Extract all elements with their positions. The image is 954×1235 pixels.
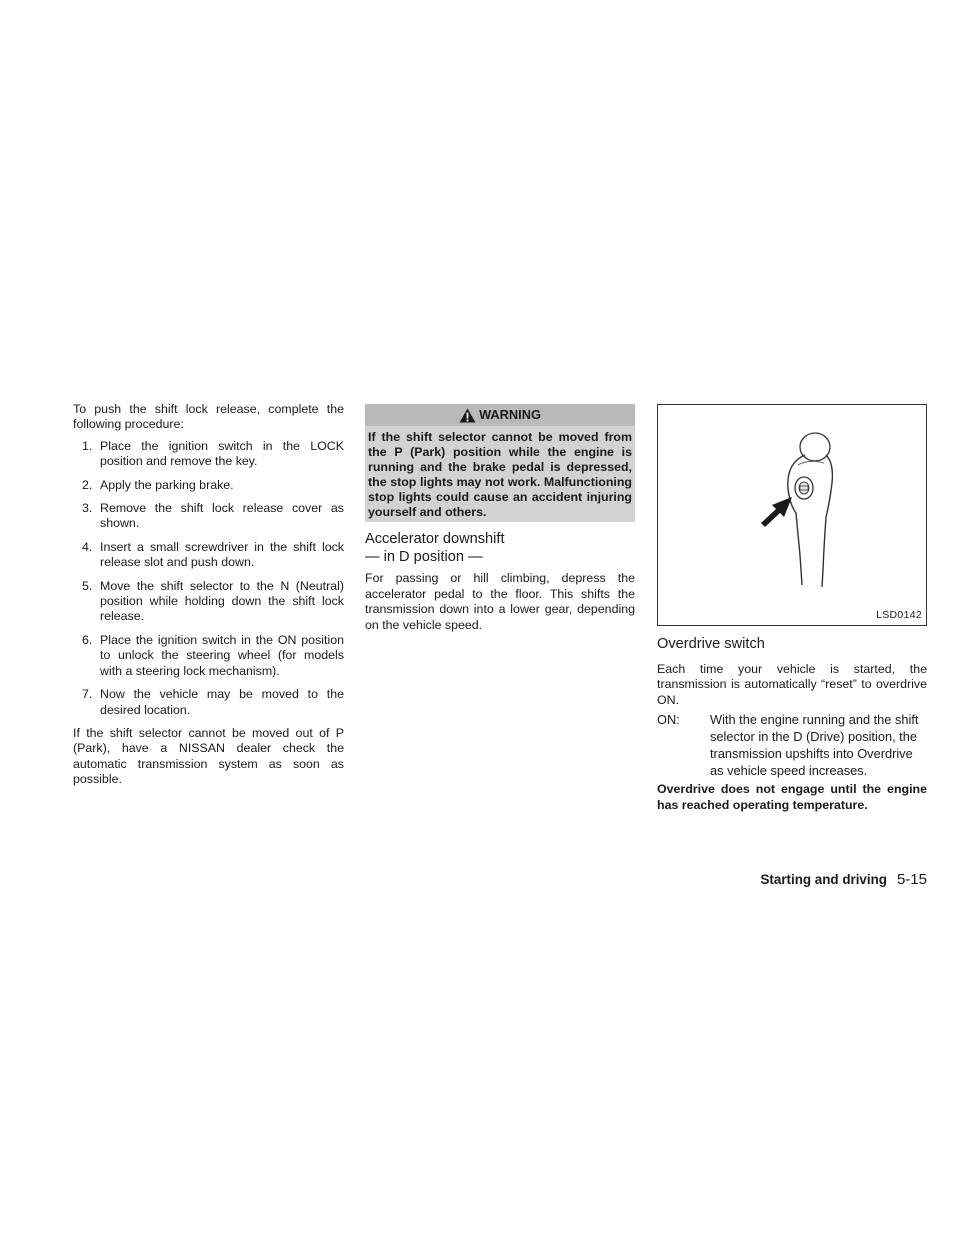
step-text: Place the ignition switch in the ON position to unlock the steering wheel (for models with a steering lock mechanism). — [100, 632, 344, 678]
shift-knob-illustration — [658, 405, 926, 625]
warning-text: If the shift selector cannot be moved from the P (Park) position while the engine is running and the brake pedal is depressed, the stop lights may not work. Malfunctioning stop lights could cause an accident injuring yourself and others. — [368, 430, 632, 519]
warning-box — [365, 404, 635, 522]
intro-paragraph: To push the shift lock release, complete the following procedure: — [73, 402, 344, 432]
step-text: Apply the parking brake. — [100, 477, 234, 492]
heading-line-1: Accelerator downshift — [365, 531, 505, 548]
on-text: With the engine running and the shift selector in the D (Drive) position, the transmission upshifts into Overdrive as vehicle speed increases. — [710, 712, 919, 779]
page-number: 5-15 — [896, 871, 927, 888]
on-key: ON: — [657, 712, 680, 728]
step-number: 1. — [82, 438, 93, 453]
step-number: 6. — [82, 632, 93, 647]
downshift-column — [365, 401, 635, 633]
procedure-steps — [73, 439, 344, 718]
warning-title: WARNING — [479, 407, 541, 423]
list-item — [73, 478, 344, 493]
list-item — [73, 540, 344, 571]
overdrive-column — [657, 401, 927, 813]
shift-knob-figure — [657, 404, 927, 626]
step-number: 7. — [82, 687, 93, 702]
step-text: Place the ignition switch in the LOCK position and remove the key. — [100, 438, 344, 469]
step-number: 3. — [82, 501, 93, 516]
step-number: 5. — [82, 578, 93, 593]
warning-header — [365, 404, 635, 426]
dealer-check-paragraph: If the shift selector cannot be moved out of P (Park), have a NISSAN dealer check the automatic transmission system as soon as possible. — [73, 725, 344, 787]
figure-label: LSD0142 — [876, 608, 922, 621]
shift-lock-column — [73, 401, 344, 788]
step-text: Insert a small screwdriver in the shift lock release slot and push down. — [100, 539, 344, 570]
page-footer — [760, 871, 927, 888]
step-number: 4. — [82, 539, 93, 554]
heading-line-2: — in D position — — [365, 549, 483, 566]
step-number: 2. — [82, 477, 93, 492]
section-heading — [365, 530, 635, 566]
warning-triangle-icon — [459, 408, 476, 423]
downshift-paragraph: For passing or hill climbing, depress the accelerator pedal to the floor. This shifts the transmission down into a lower gear, depending on the vehicle speed. — [365, 571, 635, 632]
list-item — [73, 439, 344, 470]
step-text: Now the vehicle may be moved to the desired location. — [100, 687, 344, 717]
step-text: Move the shift selector to the N (Neutral) position while holding down the shift lock release. — [100, 578, 344, 624]
overdrive-heading: Overdrive switch — [657, 636, 765, 652]
list-item — [73, 633, 344, 679]
overdrive-paragraph: Each time your vehicle is started, the transmission is automatically “reset” to overdrive ON. — [657, 662, 927, 707]
list-item — [73, 579, 344, 625]
temperature-note: Overdrive does not engage until the engine has reached operating temperature. — [657, 782, 927, 813]
section-name: Starting and driving — [760, 872, 887, 887]
list-item — [73, 501, 344, 532]
step-text: Remove the shift lock release cover as shown. — [100, 501, 344, 531]
on-definition — [657, 711, 927, 779]
list-item — [73, 687, 344, 718]
